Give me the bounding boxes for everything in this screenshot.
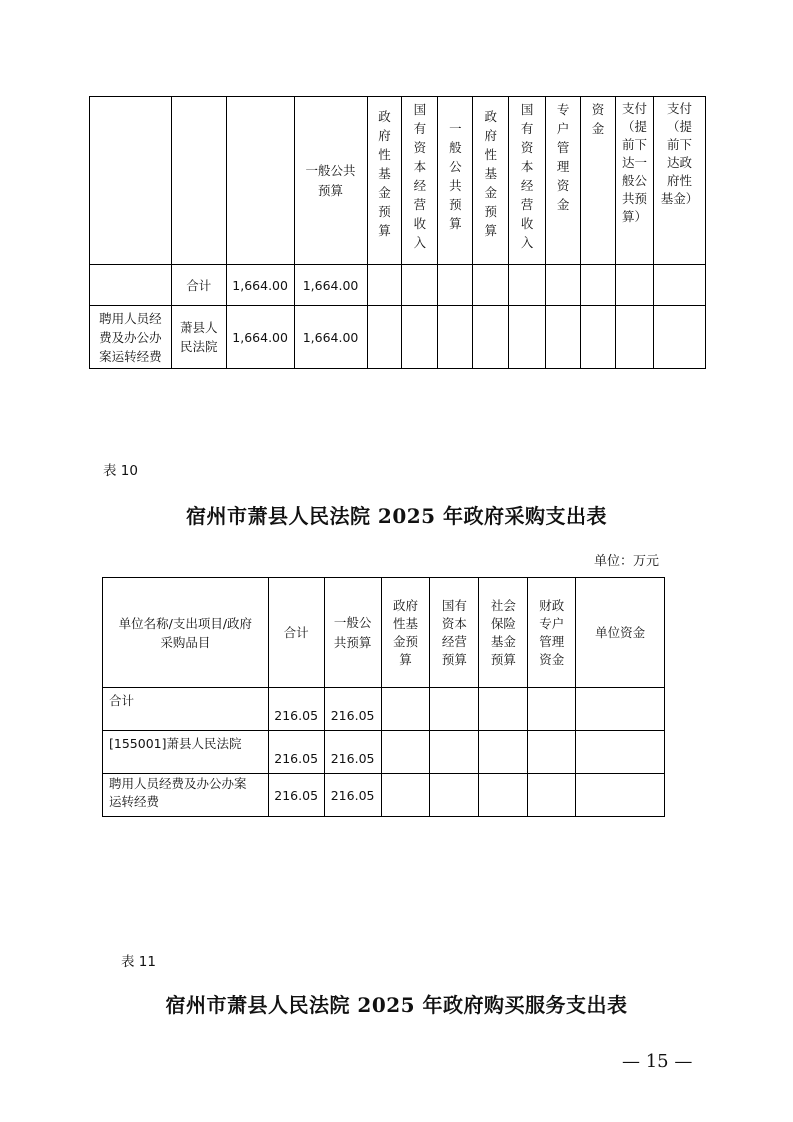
table-cell: 合计 xyxy=(103,688,269,731)
table-cell xyxy=(576,774,665,817)
header-cell: 国 有 资 本 经 营 收 入 xyxy=(402,97,438,265)
table-cell xyxy=(367,306,402,369)
table-cell: 聘用人员经费及办公办案 运转经费 xyxy=(103,774,269,817)
table-cell xyxy=(90,265,172,306)
table-cell xyxy=(381,774,430,817)
table-cell: 聘用人员经 费及办公办 案运转经费 xyxy=(90,306,172,369)
header-cell: 政 府 性 基 金 预 算 xyxy=(367,97,402,265)
header-cell: 资 金 xyxy=(581,97,616,265)
table-cell: 1,664.00 xyxy=(226,306,294,369)
table-cell xyxy=(381,688,430,731)
header-cell: 政 府 性 基 金 预 算 xyxy=(473,97,509,265)
table-cell xyxy=(528,731,576,774)
table-cell xyxy=(528,688,576,731)
table-cell xyxy=(546,265,581,306)
table-cell: 216.05 xyxy=(324,688,381,731)
header-cell: 社会 保险 基金 预算 xyxy=(479,578,528,688)
header-cell xyxy=(90,97,172,265)
table11-label: 表 11 xyxy=(121,954,156,970)
table-cell xyxy=(479,731,528,774)
table-cell xyxy=(367,265,402,306)
table-cell xyxy=(546,306,581,369)
table-cell xyxy=(509,306,546,369)
header-cell: 支付 （提 前下 达政 府性 基金） xyxy=(653,97,705,265)
table-cell: 1,664.00 xyxy=(226,265,294,306)
table-cell: 1,664.00 xyxy=(294,265,367,306)
table-cell: 萧县人 民法院 xyxy=(171,306,226,369)
table-cell xyxy=(581,265,616,306)
table-cell: [155001]萧县人民法院 xyxy=(103,731,269,774)
table-header-row xyxy=(90,97,706,265)
table-cell xyxy=(653,306,705,369)
table-cell xyxy=(438,265,473,306)
table-cell xyxy=(615,306,653,369)
table-cell xyxy=(576,731,665,774)
table-cell xyxy=(430,688,479,731)
table-cell xyxy=(615,265,653,306)
header-cell: 单位名称/支出项目/政府 采购品目 xyxy=(103,578,269,688)
table10-label: 表 10 xyxy=(103,463,138,479)
header-cell: 合计 xyxy=(268,578,324,688)
table-cell xyxy=(402,306,438,369)
header-cell: 国有 资本 经营 预算 xyxy=(430,578,479,688)
header-cell: 财政 专户 管理 资金 xyxy=(528,578,576,688)
table-cell: 216.05 xyxy=(324,774,381,817)
table-row xyxy=(103,688,665,731)
header-cell xyxy=(226,97,294,265)
page-number: — 15 — xyxy=(622,1051,693,1072)
table-row xyxy=(90,265,706,306)
header-cell xyxy=(171,97,226,265)
table-cell xyxy=(473,265,509,306)
procurement-table xyxy=(102,577,665,817)
table-cell: 合计 xyxy=(171,265,226,306)
table-row xyxy=(103,774,665,817)
header-cell: 国 有 资 本 经 营 收 入 xyxy=(509,97,546,265)
table-cell xyxy=(479,774,528,817)
table-cell: 216.05 xyxy=(268,731,324,774)
table-cell xyxy=(438,306,473,369)
header-cell: 一 般 公 共 预 算 xyxy=(438,97,473,265)
table-cell: 216.05 xyxy=(268,774,324,817)
table-header-row xyxy=(103,578,665,688)
table-cell xyxy=(509,265,546,306)
header-cell: 政府 性基 金预 算 xyxy=(381,578,430,688)
table-cell xyxy=(528,774,576,817)
table-cell xyxy=(381,731,430,774)
table-cell: 216.05 xyxy=(324,731,381,774)
table-cell xyxy=(402,265,438,306)
table-cell xyxy=(430,731,479,774)
table-row xyxy=(90,306,706,369)
header-cell: 一般公共 预算 xyxy=(294,97,367,265)
header-cell: 支付 （提 前下 达一 般公 共预 算） xyxy=(615,97,653,265)
table-cell: 1,664.00 xyxy=(294,306,367,369)
table-cell xyxy=(653,265,705,306)
table10-title: 宿州市萧县人民法院 2025 年政府采购支出表 xyxy=(185,504,608,528)
header-cell: 单位资金 xyxy=(576,578,665,688)
table-cell xyxy=(581,306,616,369)
header-cell: 专 户 管 理 资 金 xyxy=(546,97,581,265)
table-cell xyxy=(479,688,528,731)
table-cell: 216.05 xyxy=(268,688,324,731)
table-row xyxy=(103,731,665,774)
table11-title: 宿州市萧县人民法院 2025 年政府购买服务支出表 xyxy=(165,993,628,1017)
table-cell xyxy=(473,306,509,369)
header-cell: 一般公 共预算 xyxy=(324,578,381,688)
table10-unit: 单位：万元 xyxy=(594,554,660,569)
table-cell xyxy=(430,774,479,817)
table-cell xyxy=(576,688,665,731)
budget-table-continued xyxy=(89,96,706,369)
